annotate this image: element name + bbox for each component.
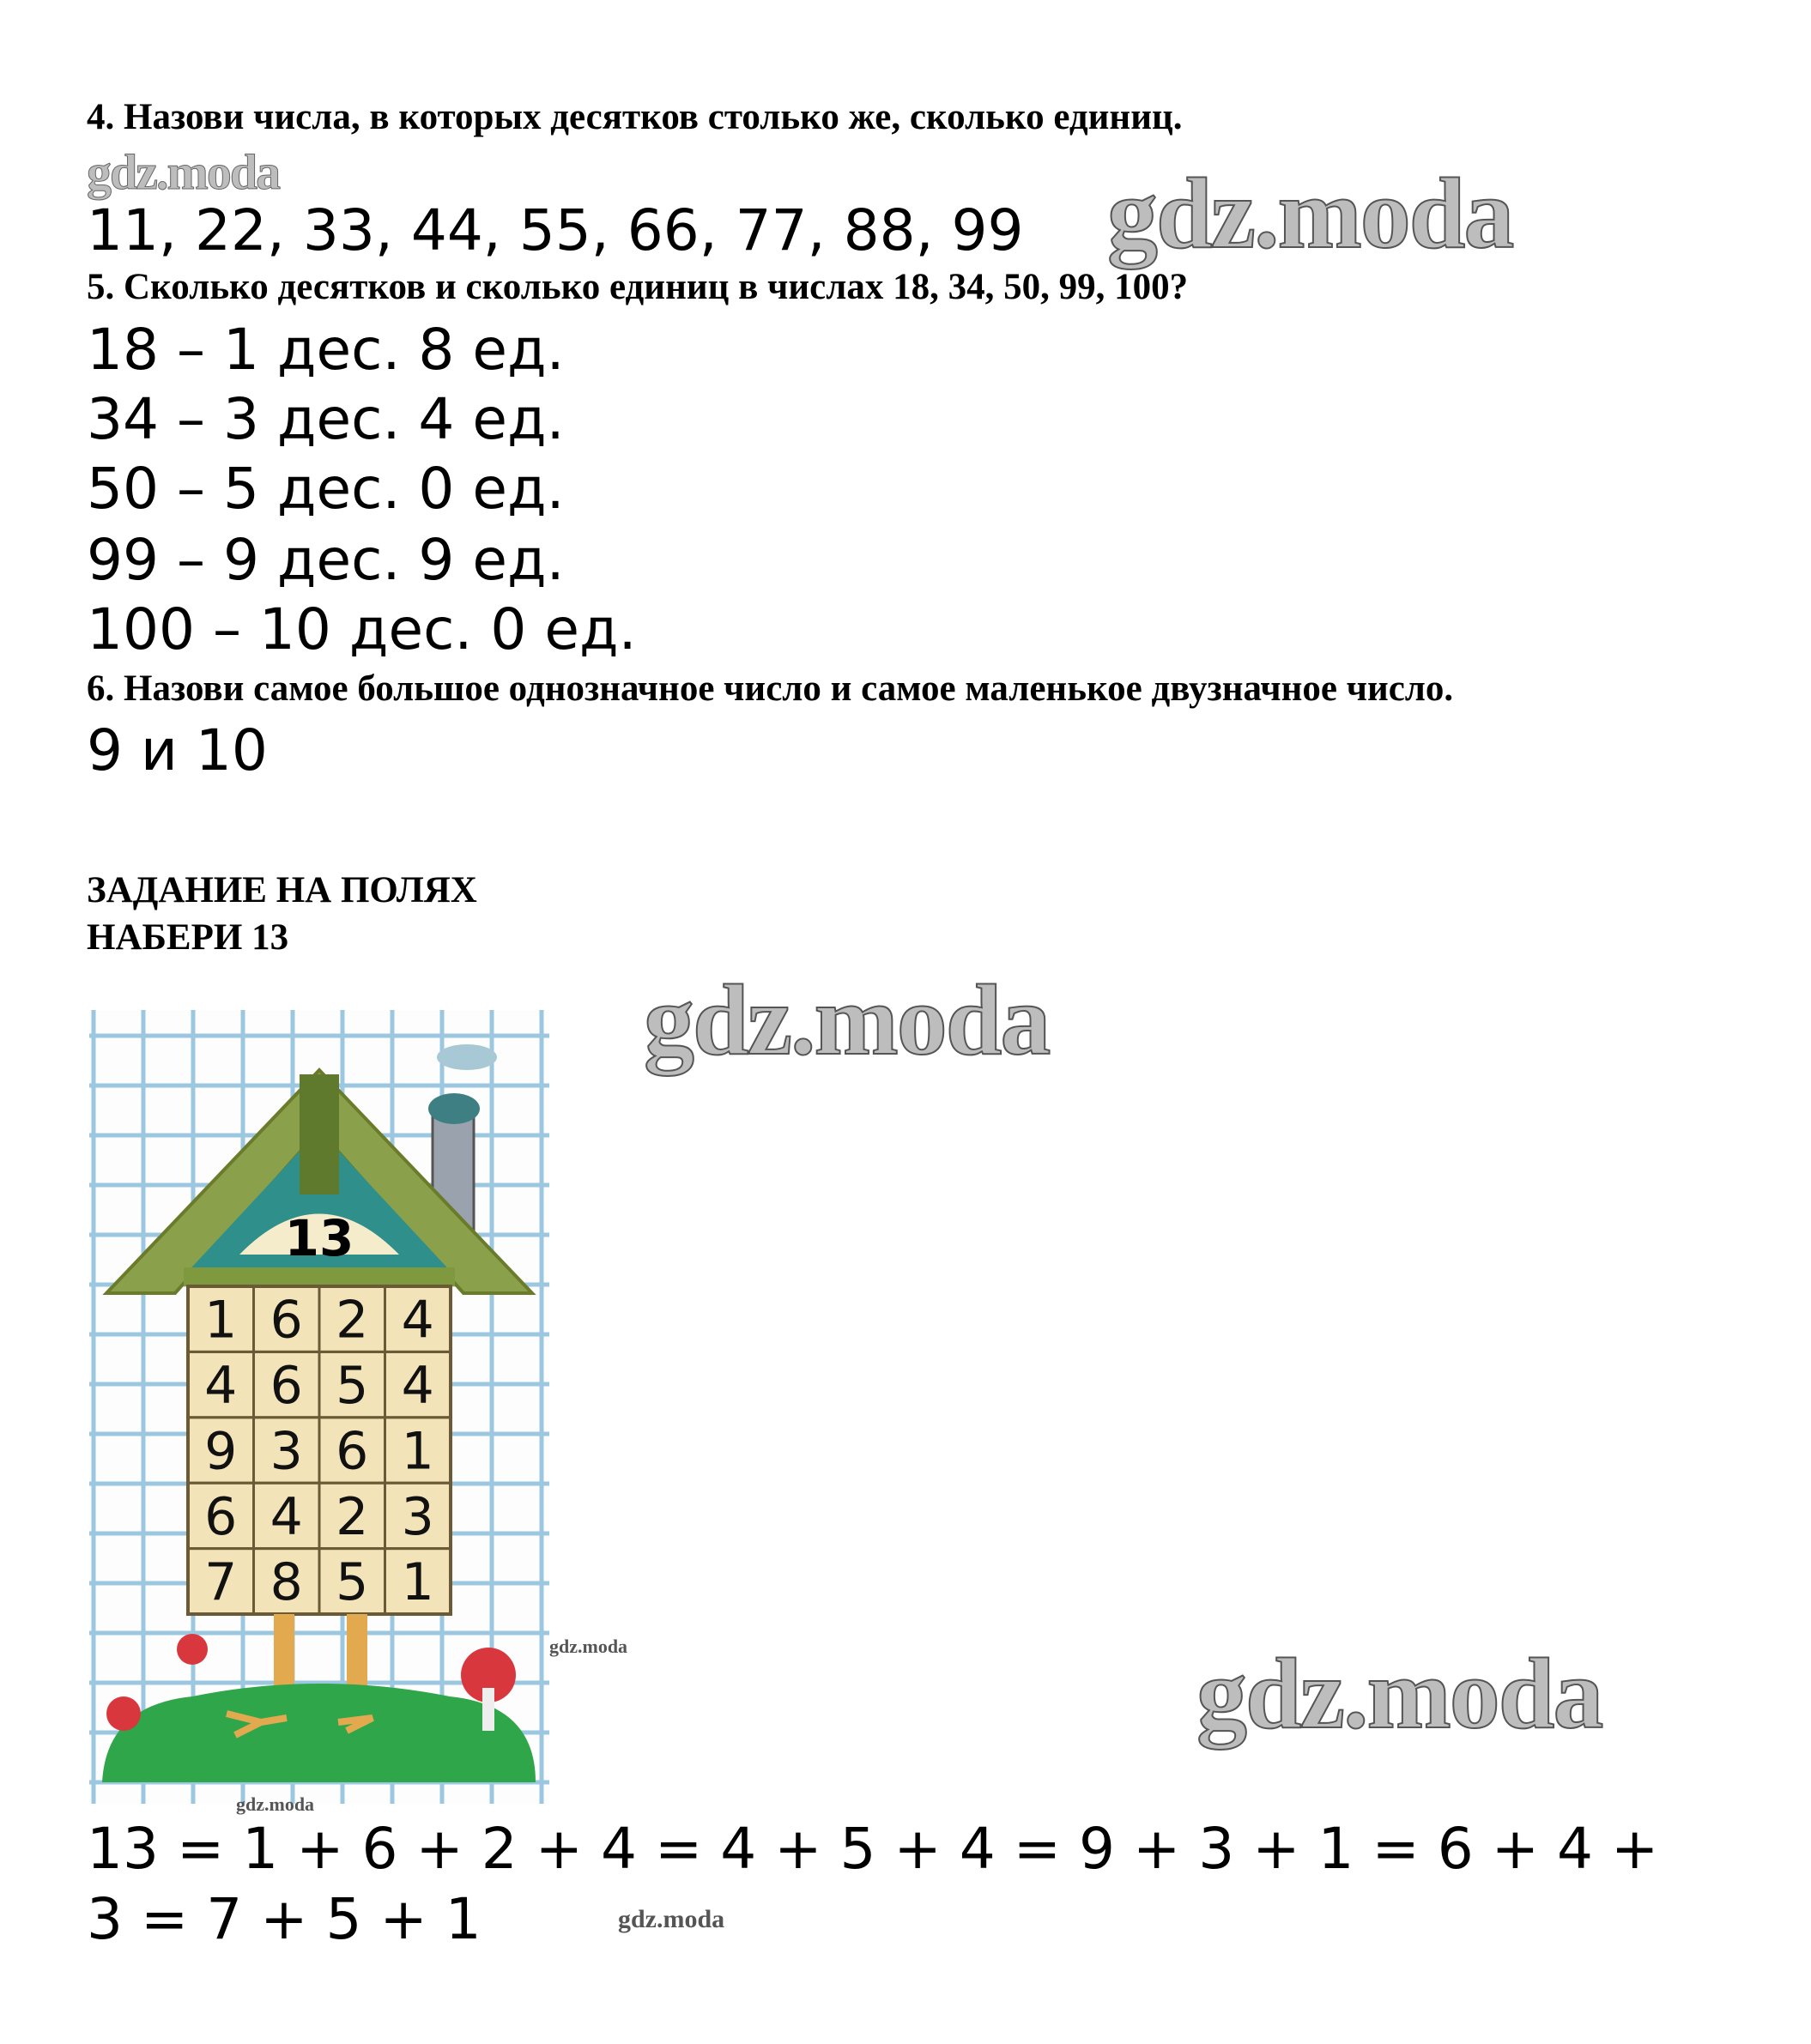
grid-number: 5 [336,1355,369,1416]
grid-number: 9 [204,1421,238,1482]
flower [177,1634,208,1665]
task6-answer: 9 и 10 [87,717,268,783]
grid-number: 3 [270,1421,303,1482]
task5-answer-line: 18 – 1 дес. 8 ед. [87,317,565,383]
smoke [437,1044,497,1070]
grid-number: 6 [270,1355,303,1416]
task5-answer-line: 34 – 3 дес. 4 ед. [87,386,565,452]
grid-number: 6 [204,1486,238,1547]
grid-number: 6 [336,1421,369,1482]
grid-number: 2 [336,1290,369,1351]
grid-number: 4 [401,1355,434,1416]
watermark: gdz.moda [644,964,1050,1076]
task5-answer-line: 99 – 9 дес. 9 ед. [87,527,565,593]
watermark: gdz.moda [549,1636,628,1657]
roof-beam [300,1074,339,1194]
watermark: gdz.moda [87,144,280,200]
flower [106,1696,141,1731]
grid-number: 1 [204,1290,238,1351]
task5-answer-line: 50 – 5 дес. 0 ед. [87,456,565,522]
house-illustration [89,1010,549,1804]
task6-question: 6. Назови самое большое однозначное число и самое маленькое двузначное число. [87,668,1454,709]
task5-answer-line: 100 – 10 дес. 0 ед. [87,596,637,662]
grid-number: 3 [401,1486,434,1547]
task4-answer: 11, 22, 33, 44, 55, 66, 77, 88, 99 [87,197,1024,263]
watermark: gdz.moda [1107,157,1513,269]
watermark: gdz.moda [236,1793,315,1815]
chimney-cap [428,1093,480,1124]
watermark: gdz.moda [1196,1637,1602,1750]
task4-question: 4. Назови числа, в которых десятков столько же, сколько единиц. [87,97,1183,137]
grid-number: 6 [270,1290,303,1351]
grid-number: 4 [204,1355,238,1416]
margin-task-answer-line2: 3 = 7 + 5 + 1 [87,1886,482,1952]
house-number: 13 [284,1209,354,1267]
grid-number: 1 [401,1552,434,1613]
margin-task-answer-line1: 13 = 1 + 6 + 2 + 4 = 4 + 5 + 4 = 9 + 3 + 1 = 6 + 4 + [87,1816,1659,1882]
grid-number: 7 [204,1552,238,1613]
grid-number: 2 [336,1486,369,1547]
watermark: gdz.moda [618,1905,725,1933]
margin-task-title: ЗАДАНИЕ НА ПОЛЯХ [87,870,477,910]
grid-number: 5 [336,1552,369,1613]
grid-number: 1 [401,1421,434,1482]
grid-number: 8 [270,1552,303,1613]
grid-number: 4 [270,1486,303,1547]
margin-task-subtitle: НАБЕРИ 13 [87,917,289,958]
task5-question: 5. Сколько десятков и сколько единиц в числах 18, 34, 50, 99, 100? [87,267,1189,307]
grid-number: 4 [401,1290,434,1351]
